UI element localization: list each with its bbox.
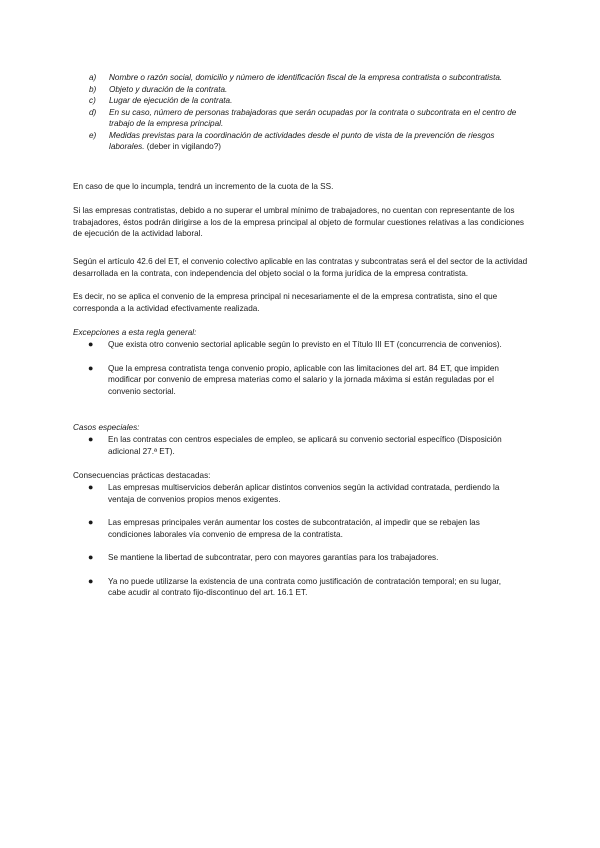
list-item-text: Que exista otro convenio sectorial aplicable según lo previsto en el Título III ET (concurrencia de convenios).	[108, 340, 502, 349]
list-item-text: Las empresas multiservicios deberán aplicar distintos convenios según la actividad contratada, perdiendo la ventaja de convenios propios menos exigentes.	[108, 483, 500, 504]
casos-heading: Casos especiales:	[73, 423, 140, 432]
list-item-text: Ya no puede utilizarse la existencia de una contrata como justificación de contratación temporal; en su lugar, cabe acudir al contrato fijo-discontinuo del art. 16.1 ET.	[108, 576, 502, 597]
list-marker: d)	[89, 107, 97, 117]
list-item	[88, 517, 518, 540]
list-item-text: En las contratas con centros especiales de empleo, se aplicará su convenio sectorial específico (Disposición adicional 27.ª ET).	[108, 435, 502, 456]
list-item	[89, 130, 529, 153]
list-item	[88, 482, 518, 505]
list-marker: a)	[89, 73, 97, 82]
bullet-dot: ●	[88, 517, 94, 527]
paragraph-convenio-1: Según el artículo 42.6 del ET, el convenio colectivo aplicable en las contratas y subcontratas será el del sector de la actividad desarrollada en la contrata, con independencia del objeto social o la forma jurídica de la empresa contratista.	[73, 257, 528, 278]
bullet-dot: ●	[88, 434, 94, 444]
excepciones-list	[88, 339, 518, 397]
list-item	[89, 72, 529, 84]
list-item-note: (deber in vigilando?)	[144, 142, 221, 151]
consecuencias-heading: Consecuencias prácticas destacadas:	[73, 471, 211, 480]
list-item-text: Nombre o razón social, domicilio y número de identificación fiscal de la empresa contratista o subcontratista.	[109, 73, 503, 82]
list-item	[88, 552, 518, 564]
list-item-text: Se mantiene la libertad de subcontratar, pero con mayores garantías para los trabajadores.	[108, 553, 439, 562]
list-item-text: En su caso, número de personas trabajadoras que serán ocupadas por la contrata o subcontrata en el centro de trabajo de la empresa principal.	[109, 107, 517, 128]
consecuencias-list	[88, 482, 518, 599]
list-item	[89, 107, 529, 130]
paragraph-ss: En caso de que lo incumpla, tendrá un incremento de la cuota de la SS.	[73, 182, 334, 191]
bullet-dot: ●	[88, 552, 94, 562]
list-item	[88, 339, 518, 351]
excepciones-heading: Excepciones a esta regla general:	[73, 328, 197, 337]
list-marker: b)	[89, 84, 97, 94]
list-marker: e)	[89, 130, 97, 140]
casos-list	[88, 434, 518, 457]
list-item	[88, 576, 518, 599]
paragraph-representantes: Si las empresas contratistas, debido a no superar el umbral mínimo de trabajadores, no cuentan con representante de los trabajadores, éstos podrán dirigirse a los de la empresa principal al objeto de formular cuestiones relativas a las condiciones de ejecución de la actividad laboral.	[73, 206, 525, 238]
list-item	[89, 84, 529, 96]
list-item-text: Objeto y duración de la contrata.	[109, 84, 228, 94]
bullet-dot: ●	[88, 362, 94, 373]
bullet-dot: ●	[88, 575, 94, 586]
list-item-text: Que la empresa contratista tenga convenio propio, aplicable con las limitaciones del art. 84 ET, que impiden modificar por convenio de empresa materias como el salario y la jornada máxima si están reguladas por el convenio sectorial.	[108, 363, 499, 396]
bullet-dot: ●	[88, 482, 94, 492]
list-item	[89, 95, 529, 107]
list-item	[88, 434, 518, 457]
list-item	[88, 363, 518, 398]
list-marker: c)	[89, 96, 96, 105]
lettered-list	[89, 72, 529, 153]
list-item-text: Lugar de ejecución de la contrata.	[109, 96, 233, 105]
list-item-text: Las empresas principales verán aumentar los costes de subcontratación, al impedir que se rebajen las condiciones laborales vía convenio de empresa de la contratista.	[108, 518, 480, 539]
bullet-dot: ●	[88, 339, 94, 349]
paragraph-convenio-2: Es decir, no se aplica el convenio de la empresa principal ni necesariamente el de la empresa contratista, sino el que corresponda a la actividad efectivamente realizada.	[73, 292, 498, 313]
list-item-main: Medidas previstas para la coordinación de actividades desde el punto de vista de la prevención de riesgos laborales.	[109, 130, 495, 151]
list-item-text	[109, 130, 529, 153]
